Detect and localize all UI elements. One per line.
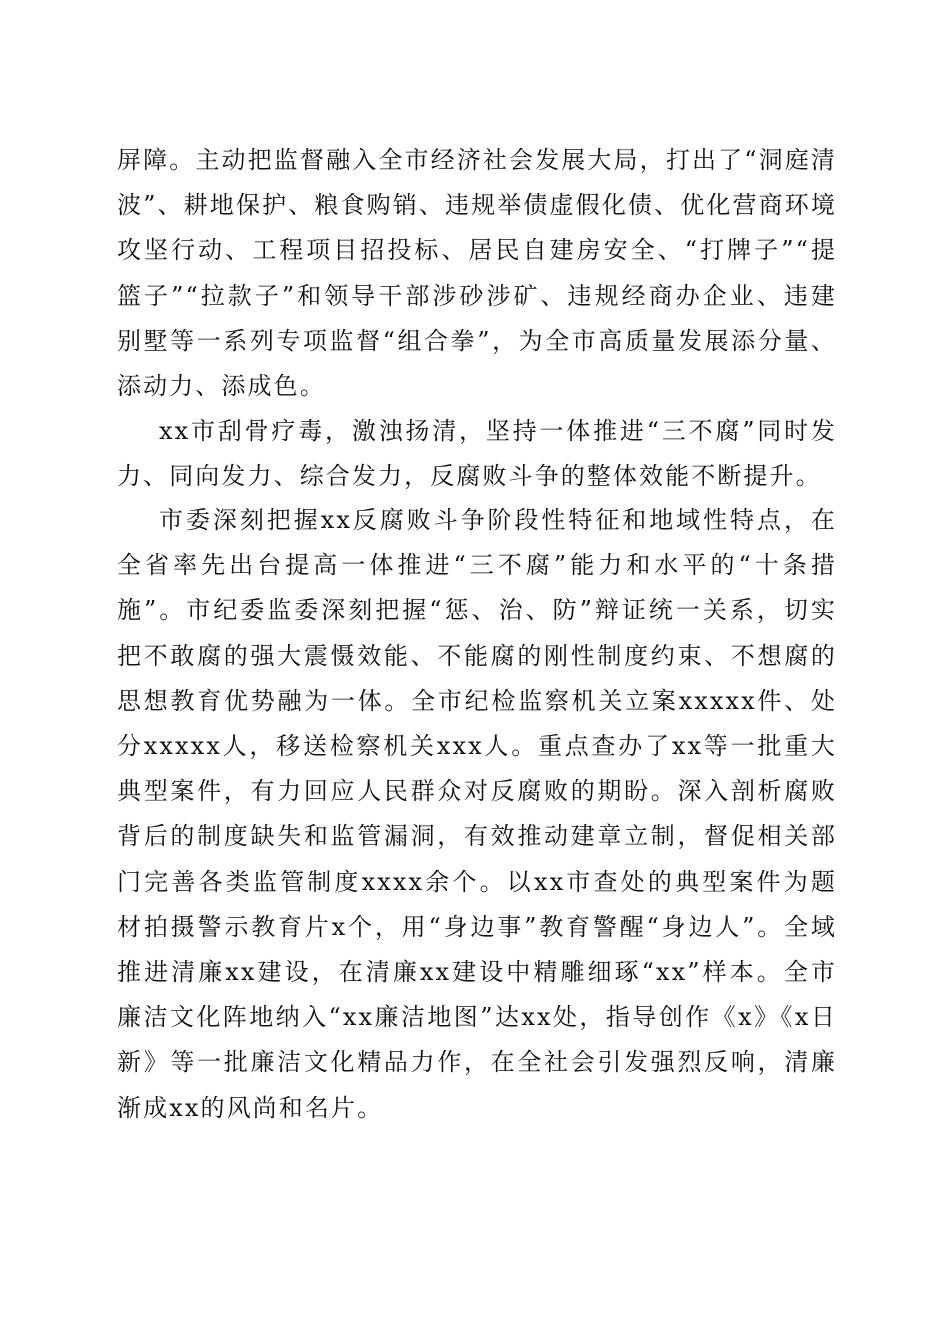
paragraph-1: 屏障。主动把监督融入全市经济社会发展大局，打出了“洞庭清波”、耕地保护、粮食购销、违规举债虚假化债、优化营商环境攻坚行动、工程项目招投标、居民自建房安全、“打牌子”“提篮子”“拉款子”和领导干部涉砂涉矿、违规经商办企业、违建别墅等一系列专项监督“组合拳”，为全市高质量发展添分量、添动力、添成色。 <box>117 146 837 401</box>
paragraph-3: 市委深刻把握xx反腐败斗争阶段性特征和地域性特点，在全省率先出台提高一体推进“三不腐”能力和水平的“十条措施”。市纪委监委深刻把握“惩、治、防”辩证统一关系，切实把不敢腐的强大震慑效能、不能腐的刚性制度约束、不想腐的思想教育优势融为一体。全市纪检监察机关立案xxxxx件、处分xxxxx人，移送检察机关xxx人。重点查办了xx等一批重大典型案件，有力回应人民群众对反腐败的期盼。深入剖析腐败背后的制度缺失和监管漏洞，有效推动建章立制，督促相关部门完善各类监管制度xxxx余个。以xx市查处的典型案件为题材拍摄警示教育片x个，用“身边事”教育警醒“身边人”。全域推进清廉xx建设，在清廉xx建设中精雕细琢“xx”样本。全市廉洁文化阵地纳入“xx廉洁地图”达xx处，指导创作《x》《x日新》等一批廉洁文化精品力作，在全社会引发强烈反响，清廉渐成xx的风尚和名片。 <box>117 506 837 1122</box>
paragraph-2: xx市刮骨疗毒，激浊扬清，坚持一体推进“三不腐”同时发力、同向发力、综合发力，反腐败斗争的整体效能不断提升。 <box>117 417 837 491</box>
